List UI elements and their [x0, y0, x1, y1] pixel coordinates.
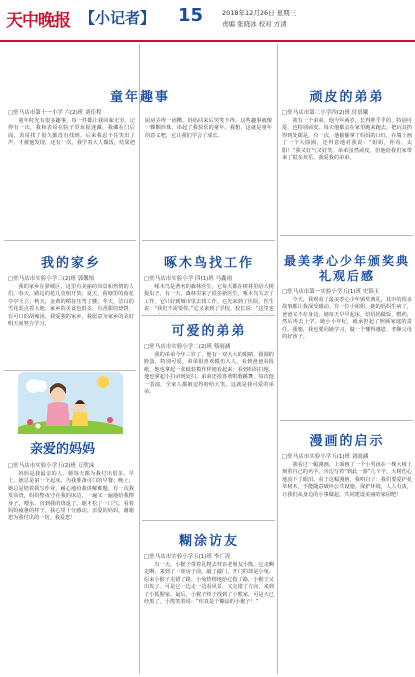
- article-byline: □驻马店市实验小学二(2)班 蔡雨涵: [144, 344, 231, 350]
- article-body: 我有一个弟弟，他今年两岁，长得胖乎乎的，特别可爱，也特别顽皮。每天他都会在家里跑来跑去，把玩具扔得到处都是。有一次，他偷偷拿了妈妈的口红，在墙上画了一个大圆圈，还得意地对我说：“姐姐，你看，太阳！”我又好气又好笑。弟弟虽然顽皮，但他给我们家带来了很多欢乐，我爱我的弟弟。: [282, 118, 412, 162]
- article-body: 我的家乡在驿城区，这里有美丽的风景和热情的人们。春天，路边的花儿竞相开放；夏天，荷塘里的荷花亭亭玉立；秋天，金黄的稻谷压弯了腰；冬天，洁白的雪花装点着大地。家乡的美食也很多，有香甜的烧饼，有可口的胡辣汤。我爱我的家乡，我愿意为家乡的美好明天而努力学习。: [8, 284, 134, 328]
- article-tongnian: [8, 86, 272, 240]
- article-body: 我看过一幅漫画，上面画了一个小男孩在一棵大树上刻着自己的名字，旁边写着“到此一游”几个字。大树伤心地流下了眼泪。看了这幅漫画，我明白了：我们要爱护花草树木，不能随意破坏公共设施。保护环境，人人有责，让我们从身边的小事做起，共同建设美丽的家园吧！: [282, 462, 412, 498]
- article-byline: □驻马店市实验小学五(2)班 万欣沫: [8, 463, 95, 469]
- mother-child-illustration: [18, 372, 123, 434]
- article-byline: □驻马店市实验小学 四(1)班 马鑫雨: [144, 276, 232, 282]
- editor-line: 责编 张晓冰 校对 方清: [222, 20, 287, 28]
- date-line: 2018年12月26日 星期三: [222, 9, 297, 17]
- article-title: 我的家乡: [40, 256, 101, 271]
- row-divider: [142, 240, 275, 241]
- newspaper-logo: 天中晚报: [6, 11, 70, 31]
- article-wodejia: [8, 252, 134, 368]
- section-title: 【小记者】: [80, 9, 156, 27]
- article-manhua: [282, 430, 412, 673]
- article-byline: □驻马店市实验小学三(2)班 郭馨怡: [8, 276, 95, 282]
- article-body: 童年时光有很多趣事，每一件都让我回味无穷。记得有一次，我和表哥在院子里玩捉迷藏，我藏在门后面，表哥找了很久都没有找到。后来我忍不住笑出了声，才被他发现。还有一次，我学着大人做饭，结果把厨房弄得一团糟，妈妈回来后哭笑不得。这些趣事就像一颗颗珍珠，串起了我快乐的童年。我想，这就是童年的意义吧，它让我们学会了成长。: [8, 118, 272, 147]
- article-title: 糊涂访友: [178, 534, 239, 549]
- article-title: 最美孝心少年颁奖典礼观后感: [283, 254, 410, 283]
- article-byline: □驻马店市实验小学五(1)班 李广涛: [144, 554, 231, 560]
- article-title: 可爱的弟弟: [171, 324, 247, 339]
- article-title: 童年趣事: [109, 90, 170, 105]
- article-body: 今天，我观看了最美孝心少年颁奖典礼，其中的很多故事都让我深受感动。有一位小姐姐，她的妈妈生病了，爸爸又不在身边，她每天早早起床，给妈妈做饭、喂药，然后再去上学。她小小年纪，就承担起了照顾家庭的责任。我想，我也要向她学习，做一个懂得感恩、孝顺父母的好孩子。: [282, 297, 412, 341]
- article-byline: □驻马店市第二小学四(2)班 付晨曦: [282, 110, 369, 116]
- article-title: 顽皮的弟弟: [309, 90, 385, 105]
- row-divider: [142, 315, 275, 316]
- row-divider: [142, 520, 275, 521]
- article-title: 啄木鸟找工作: [163, 256, 254, 271]
- illustration-title: 亲爱的妈妈: [30, 442, 96, 457]
- article-body: 有一天，小猴子带着礼物去拜访老朋友小熊。它走啊走啊，来到了一座房子前，敲了敲门，开门的却是小兔。原来小猴子走错了路。小兔热情地给它指了路，小猴子又出发了。可是它一边走一边看风景，又走错了方向，来到了小狐狸家。最后，小猴子终于找到了小熊家，可是天已经黑了。小熊笑着说：“你真是个糊涂的小猴子！”: [144, 562, 274, 606]
- article-hutufangyou: [144, 530, 274, 673]
- article-byline: □驻马店市第十一小学 六(2)班 刘佳程: [8, 110, 102, 116]
- article-title: 漫画的启示: [309, 434, 385, 449]
- page-header: [0, 0, 415, 42]
- article-body: 我的弟弟今年三岁了，他有一双大大的眼睛，圆圆的脸蛋，特别可爱。弟弟很喜欢模仿大人，看到爸爸看报纸，他也拿起一张纸装模作样地看起来；看到妈妈扫地，他也拿起小扫帚到处扫。弟弟还很喜欢唱歌跳舞，每次他一表演，全家人都被逗得哈哈大笑。这就是我可爱的弟弟。: [144, 352, 274, 396]
- article-byline: □驻马店市第一实验小学五(1)班 史锦玉: [282, 289, 380, 295]
- page-number: 15: [178, 5, 204, 26]
- row-divider: [280, 235, 413, 236]
- article-body: 妈妈是我最亲的人，她每天都为我付出很多。早上，她总是第一个起床，为我准备可口的早餐；晚上，她总是陪着我写作业，耐心地给我讲解难题。有一次我发高烧，妈妈整夜守在我的床边，一遍又一遍地给我擦身子、喂水，直到我的烧退了，她才松了一口气。看着妈妈疲惫的样子，我心里十分感动。亲爱的妈妈，谢谢您为我付出的一切，我爱您！: [8, 471, 134, 522]
- article-body: 啄木鸟是著名的森林医生，它每天都在树林里给大树捉虫子。有一天，森林里来了很多新医生，啄木鸟失去了工作。它只好到城市里去找工作。它先来到了医院，医生说：“我们不需要你。”它又来到了学校，校长说：“这里也: [144, 284, 274, 313]
- article-zhuomuniao: [144, 252, 274, 314]
- article-wandou: [282, 86, 412, 234]
- row-divider: [4, 370, 136, 371]
- article-qinaidemama: [8, 458, 134, 673]
- row-divider: [4, 240, 136, 241]
- article-byline: □驻马店市实验小学五(1)班 刘雨涵: [282, 454, 369, 460]
